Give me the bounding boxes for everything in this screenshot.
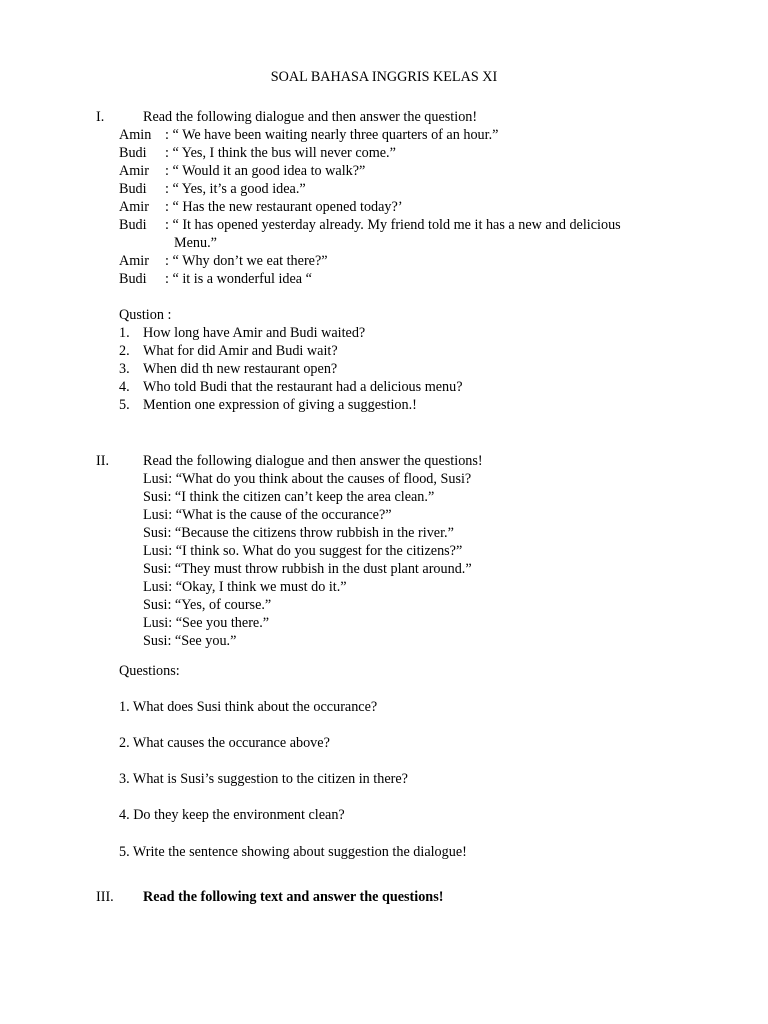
utterance: : “ it is a wonderful idea “: [165, 271, 312, 287]
section2-dialogue-line: Lusi: “See you there.”: [143, 615, 270, 631]
speaker: Budi: [119, 271, 147, 287]
section2-dialogue-line: Susi: “They must throw rubbish in the dust plant around.”: [143, 561, 472, 577]
section1-dialogue-line: [119, 144, 396, 162]
section2-dialogue-line: Lusi: “What do you think about the causes of flood, Susi?: [143, 471, 472, 487]
question-text: Who told Budi that the restaurant had a delicious menu?: [143, 379, 463, 395]
section2-question-label: Questions:: [119, 663, 180, 679]
section1-question-label: Qustion :: [119, 307, 172, 323]
question-number: 5.: [119, 397, 130, 413]
speaker: Budi: [119, 181, 147, 197]
section2-number: II.: [96, 453, 109, 469]
speaker: Budi: [119, 145, 147, 161]
section1-dialogue-line: [119, 126, 498, 144]
section1-dialogue-line: [119, 270, 312, 288]
section1-number: I.: [96, 109, 105, 125]
section2-dialogue-line: Susi: “Because the citizens throw rubbish in the river.”: [143, 525, 454, 541]
section2-dialogue-line: Susi: “Yes, of course.”: [143, 597, 272, 613]
section2-question: 2. What causes the occurance above?: [119, 735, 330, 751]
section2-dialogue-line: Lusi: “Okay, I think we must do it.”: [143, 579, 347, 595]
section2-instruction: Read the following dialogue and then answer the questions!: [143, 453, 483, 469]
utterance: : “ Yes, I think the bus will never come.”: [165, 145, 396, 161]
section1-instruction: Read the following dialogue and then answer the question!: [143, 109, 478, 125]
question-number: 1.: [119, 325, 130, 341]
speaker: Amir: [119, 199, 149, 215]
question-text: What for did Amir and Budi wait?: [143, 343, 338, 359]
question-text: When did th new restaurant open?: [143, 361, 338, 377]
section2-question: 1. What does Susi think about the occurance?: [119, 699, 378, 715]
section3-number: III.: [96, 889, 114, 905]
speaker: Amir: [119, 253, 149, 269]
utterance: : “ We have been waiting nearly three quarters of an hour.”: [165, 127, 499, 143]
utterance: : “ It has opened yesterday already. My friend told me it has a new and delicious: [165, 217, 621, 233]
section1-question: [119, 324, 365, 342]
section1-question: [119, 342, 338, 360]
speaker: Amir: [119, 163, 149, 179]
utterance: : “ Would it an good idea to walk?”: [165, 163, 366, 179]
section1-dialogue-line: [119, 198, 403, 216]
page-title: SOAL BAHASA INGGRIS KELAS XI: [270, 69, 498, 85]
section1-dialogue-line: [119, 180, 306, 198]
section2-question: 3. What is Susi’s suggestion to the citizen in there?: [119, 771, 408, 787]
utterance: : “ Why don’t we eat there?”: [165, 253, 328, 269]
section2-question: 5. Write the sentence showing about suggestion the dialogue!: [119, 844, 467, 860]
utterance: : “ Has the new restaurant opened today?’: [165, 199, 403, 215]
question-number: 3.: [119, 361, 130, 377]
speaker: Budi: [119, 217, 147, 233]
section1-question: [119, 378, 463, 396]
question-text: Mention one expression of giving a suggestion.!: [143, 397, 417, 413]
section3-instruction: Read the following text and answer the questions!: [143, 889, 444, 905]
section2-dialogue-line: Lusi: “What is the cause of the occurance?”: [143, 507, 392, 523]
question-number: 4.: [119, 379, 130, 395]
section1-dialogue-continuation: Menu.”: [174, 235, 217, 251]
speaker: Amin: [119, 127, 152, 143]
section1-dialogue-line: [119, 216, 621, 234]
question-number: 2.: [119, 343, 130, 359]
section1-dialogue-line: [119, 252, 328, 270]
section2-dialogue-line: Susi: “See you.”: [143, 633, 237, 649]
section1-question: [119, 396, 417, 414]
utterance: : “ Yes, it’s a good idea.”: [165, 181, 306, 197]
section2-dialogue-line: Susi: “I think the citizen can’t keep the area clean.”: [143, 489, 435, 505]
section1-question: [119, 360, 337, 378]
section2-question: 4. Do they keep the environment clean?: [119, 807, 345, 823]
section1-dialogue-line: [119, 162, 365, 180]
question-text: How long have Amir and Budi waited?: [143, 325, 366, 341]
section2-dialogue-line: Lusi: “I think so. What do you suggest for the citizens?”: [143, 543, 463, 559]
